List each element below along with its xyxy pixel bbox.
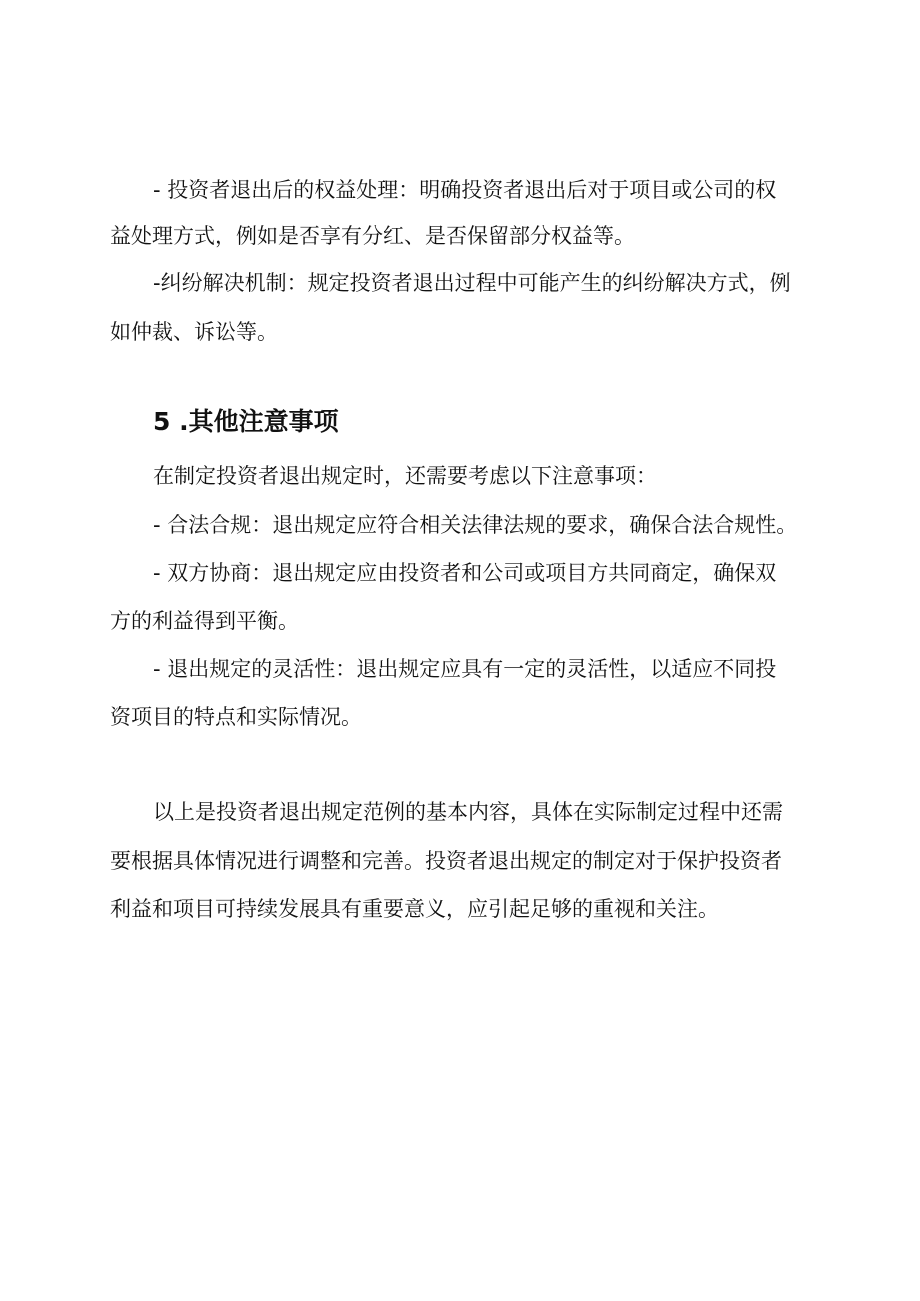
section-heading: 5 .其他注意事项 [153, 407, 339, 436]
rights-handling-line-1: - 投资者退出后的权益处理：明确投资者退出后对于项目或公司的权 [153, 178, 777, 202]
section-intro: 在制定投资者退出规定时，还需要考虑以下注意事项： [153, 464, 657, 488]
rights-handling-line-2: 益处理方式，例如是否享有分红、是否保留部分权益等。 [110, 224, 635, 248]
conclusion-line-3: 利益和项目可持续发展具有重要意义，应引起足够的重视和关注。 [110, 897, 719, 921]
dispute-resolution-line-1: -纠纷解决机制：规定投资者退出过程中可能产生的纠纷解决方式，例 [153, 271, 791, 295]
compliance-item: - 合法合规：退出规定应符合相关法律法规的要求，确保合法合规性。 [153, 513, 798, 537]
flexibility-item-line-2: 资项目的特点和实际情况。 [110, 705, 362, 729]
negotiation-item-line-1: - 双方协商：退出规定应由投资者和公司或项目方共同商定，确保双 [153, 561, 777, 585]
negotiation-item-line-2: 方的利益得到平衡。 [110, 609, 299, 633]
conclusion-line-1: 以上是投资者退出规定范例的基本内容，具体在实际制定过程中还需 [153, 800, 783, 824]
conclusion-line-2: 要根据具体情况进行调整和完善。投资者退出规定的制定对于保护投资者 [110, 849, 782, 873]
dispute-resolution-line-2: 如仲裁、诉讼等。 [110, 320, 278, 344]
flexibility-item-line-1: - 退出规定的灵活性：退出规定应具有一定的灵活性，以适应不同投 [153, 657, 777, 681]
